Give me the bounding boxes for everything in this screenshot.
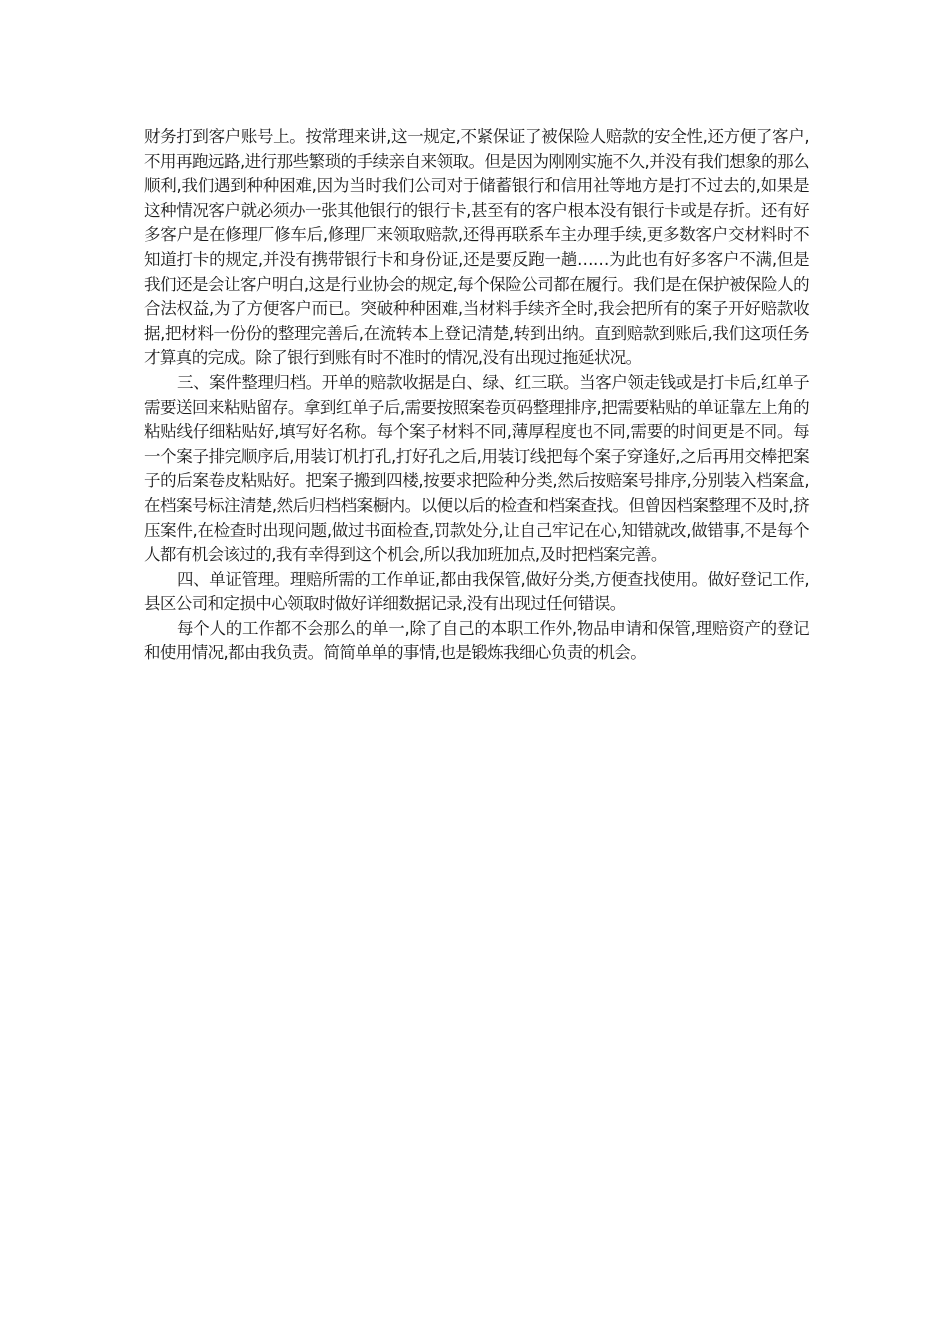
paragraph-other-duties: 每个人的工作都不会那么的单一,除了自己的本职工作外,物品申请和保管,理赔资产的登记和使用情况,都由我负责。简简单单的事情,也是锻炼我细心负责的机会。 [144,618,809,663]
paragraph-claims-payment: 财务打到客户账号上。按常理来讲,这一规定,不紧保证了被保险人赔款的安全性,还方便了客户,不用再跑远路,进行那些繁琐的手续亲自来领取。但是因为刚刚实施不久,并没有我们想象的那么顺利,我们遇到种种困难,因为当时我们公司对于储蓄银行和信用社等地方是打不过去的,如果是这种情况客户就必须办一张其他银行的银行卡,甚至有的客户根本没有银行卡或是存折。还有好多客户是在修理厂修车后,修理厂来领取赔款,还得再联系车主办理手续,更多数客户交材料时不知道打卡的规定,并没有携带银行卡和身份证,还是要反跑一趟……为此也有好多客户不满,但是我们还是会让客户明白,这是行业协会的规定,每个保险公司都在履行。我们是在保护被保险人的合法权益,为了方便客户而已。突破种种困难,当材料手续齐全时,我会把所有的案子开好赔款收据,把材料一份份的整理完善后,在流转本上登记清楚,转到出纳。直到赔款到账后,我们这项任务才算真的完成。除了银行到账有时不准时的情况,没有出现过拖延状况。 [144,127,809,368]
document-body [144,125,809,666]
paragraph-case-archiving: 三、案件整理归档。开单的赔款收据是白、绿、红三联。当客户领走钱或是打卡后,红单子需要送回来粘贴留存。拿到红单子后,需要按照案卷页码整理排序,把需要粘贴的单证靠左上角的粘贴线仔细粘贴好,填写好名称。每个案子材料不同,薄厚程度也不同,需要的时间更是不同。每一个案子排完顺序后,用装订机打孔,打好孔之后,用装订线把每个案子穿逢好,之后再用交棒把案子的后案卷皮粘贴好。把案子搬到四楼,按要求把险种分类,然后按赔案号排序,分别装入档案盒,在档案号标注清楚,然后归档档案橱内。以便以后的检查和档案查找。但曾因档案整理不及时,挤压案件,在检查时出现问题,做过书面检查,罚款处分,让自己牢记在心,知错就改,做错事,不是每个人都有机会该过的,我有幸得到这个机会,所以我加班加点,及时把档案完善。 [144,372,809,565]
paragraph-document-management: 四、单证管理。理赔所需的工作单证,都由我保管,做好分类,方便查找使用。做好登记工作,县区公司和定损中心领取时做好详细数据记录,没有出现过任何错误。 [144,569,809,614]
